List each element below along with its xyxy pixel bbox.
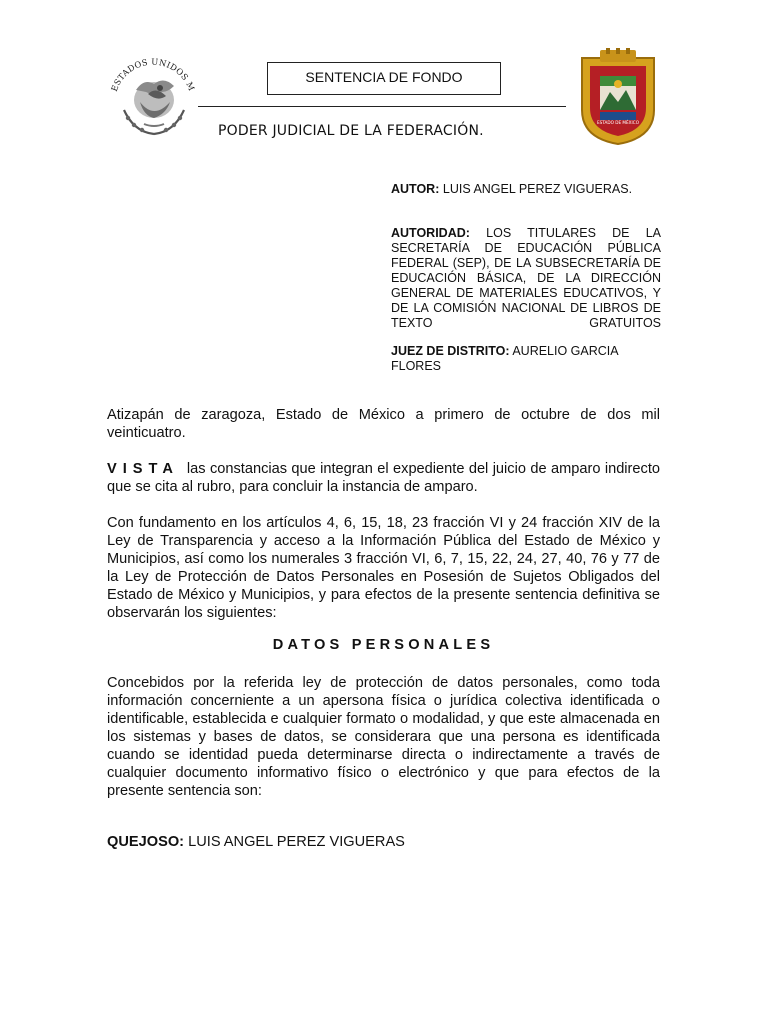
document-title-box: SENTENCIA DE FONDO <box>267 62 501 95</box>
autor-value: LUIS ANGEL PEREZ VIGUERAS. <box>442 182 633 196</box>
autoridad-tail: GRATUITOS <box>589 316 661 330</box>
seal-lettering: ESTADO DE MÉXICO <box>596 120 640 125</box>
estado-de-mexico-seal <box>576 48 660 146</box>
autoridad-value: LOS TITULARES DE LA SECRETARÍA DE EDUCACIÓN PÚBLICA FEDERAL (SEP), DE LA SUBSECRETARÍA DE EDUCACIÓN BÁSICA, DE LA DIRECCIÓN GENERAL DE MATERIALES EDUCATIVOS, Y DE LA COMISIÓN NACIONAL DE LIBROS DE TEXTO <box>391 226 661 330</box>
seal-lettering: ESTADOS UNIDOS M <box>108 56 197 93</box>
quejoso-value: LUIS ANGEL PEREZ VIGUERAS <box>188 834 405 850</box>
caption-juez <box>391 344 661 374</box>
paragraph-date: Atizapán de zaragoza, Estado de México a primero de octubre de dos mil veinticuatro. <box>107 407 660 441</box>
paragraph-fundamento: Con fundamento en los artículos 4, 6, 15, 18, 23 fracción VI y 24 fracción XIV de la Ley de Transparencia y acceso a la Información Pública del Estado de México y Municipios, así como los numerales 3 fracción VI, 6, 7, 15, 22, 24, 27, 40, 76 y 77 de la Ley de Protección de Datos Personales en Posesión de Sujetos Obligados del Estado de México y Municipios, y para efectos de la presente sentencia definitiva se observarán los siguientes: <box>107 515 660 621</box>
header-divider <box>198 106 566 107</box>
court-name: PODER JUDICIAL DE LA FEDERACIÓN. <box>218 123 484 139</box>
quejoso-line <box>107 834 405 850</box>
autoridad-label: AUTORIDAD: <box>391 226 470 240</box>
juez-label: JUEZ DE DISTRITO: <box>391 344 510 358</box>
vista-word: VISTA <box>107 461 179 477</box>
section-heading: DATOS PERSONALES <box>272 637 495 653</box>
paragraph-datos-personales: Concebidos por la referida ley de protección de datos personales, como toda información concerniente a un apersona física o jurídica colectiva identificada o identificable, establecida e cualquier formato o modalidad, y que este almacenada en los sistemas y bases de datos, se considerara que una persona es identificada cuando se identidad pueda determinarse directa o indirectamente a través de cualquier documento informativo físico o electrónico y que para efectos de la presente sentencia son: <box>107 675 660 799</box>
caption-autoridad <box>391 226 661 331</box>
juez-value: AURELIO GARCIA FLORES <box>391 344 618 373</box>
paragraph-vista <box>107 460 660 496</box>
quejoso-label: QUEJOSO: <box>107 834 185 850</box>
mexican-coat-of-arms-seal <box>104 40 202 140</box>
caption-autor <box>391 182 661 197</box>
autor-label: AUTOR: <box>391 182 440 196</box>
vista-text: las constancias que integran el expediente del juicio de amparo indirecto que se cita al rubro, para concluir la instancia de amparo. <box>107 461 660 495</box>
